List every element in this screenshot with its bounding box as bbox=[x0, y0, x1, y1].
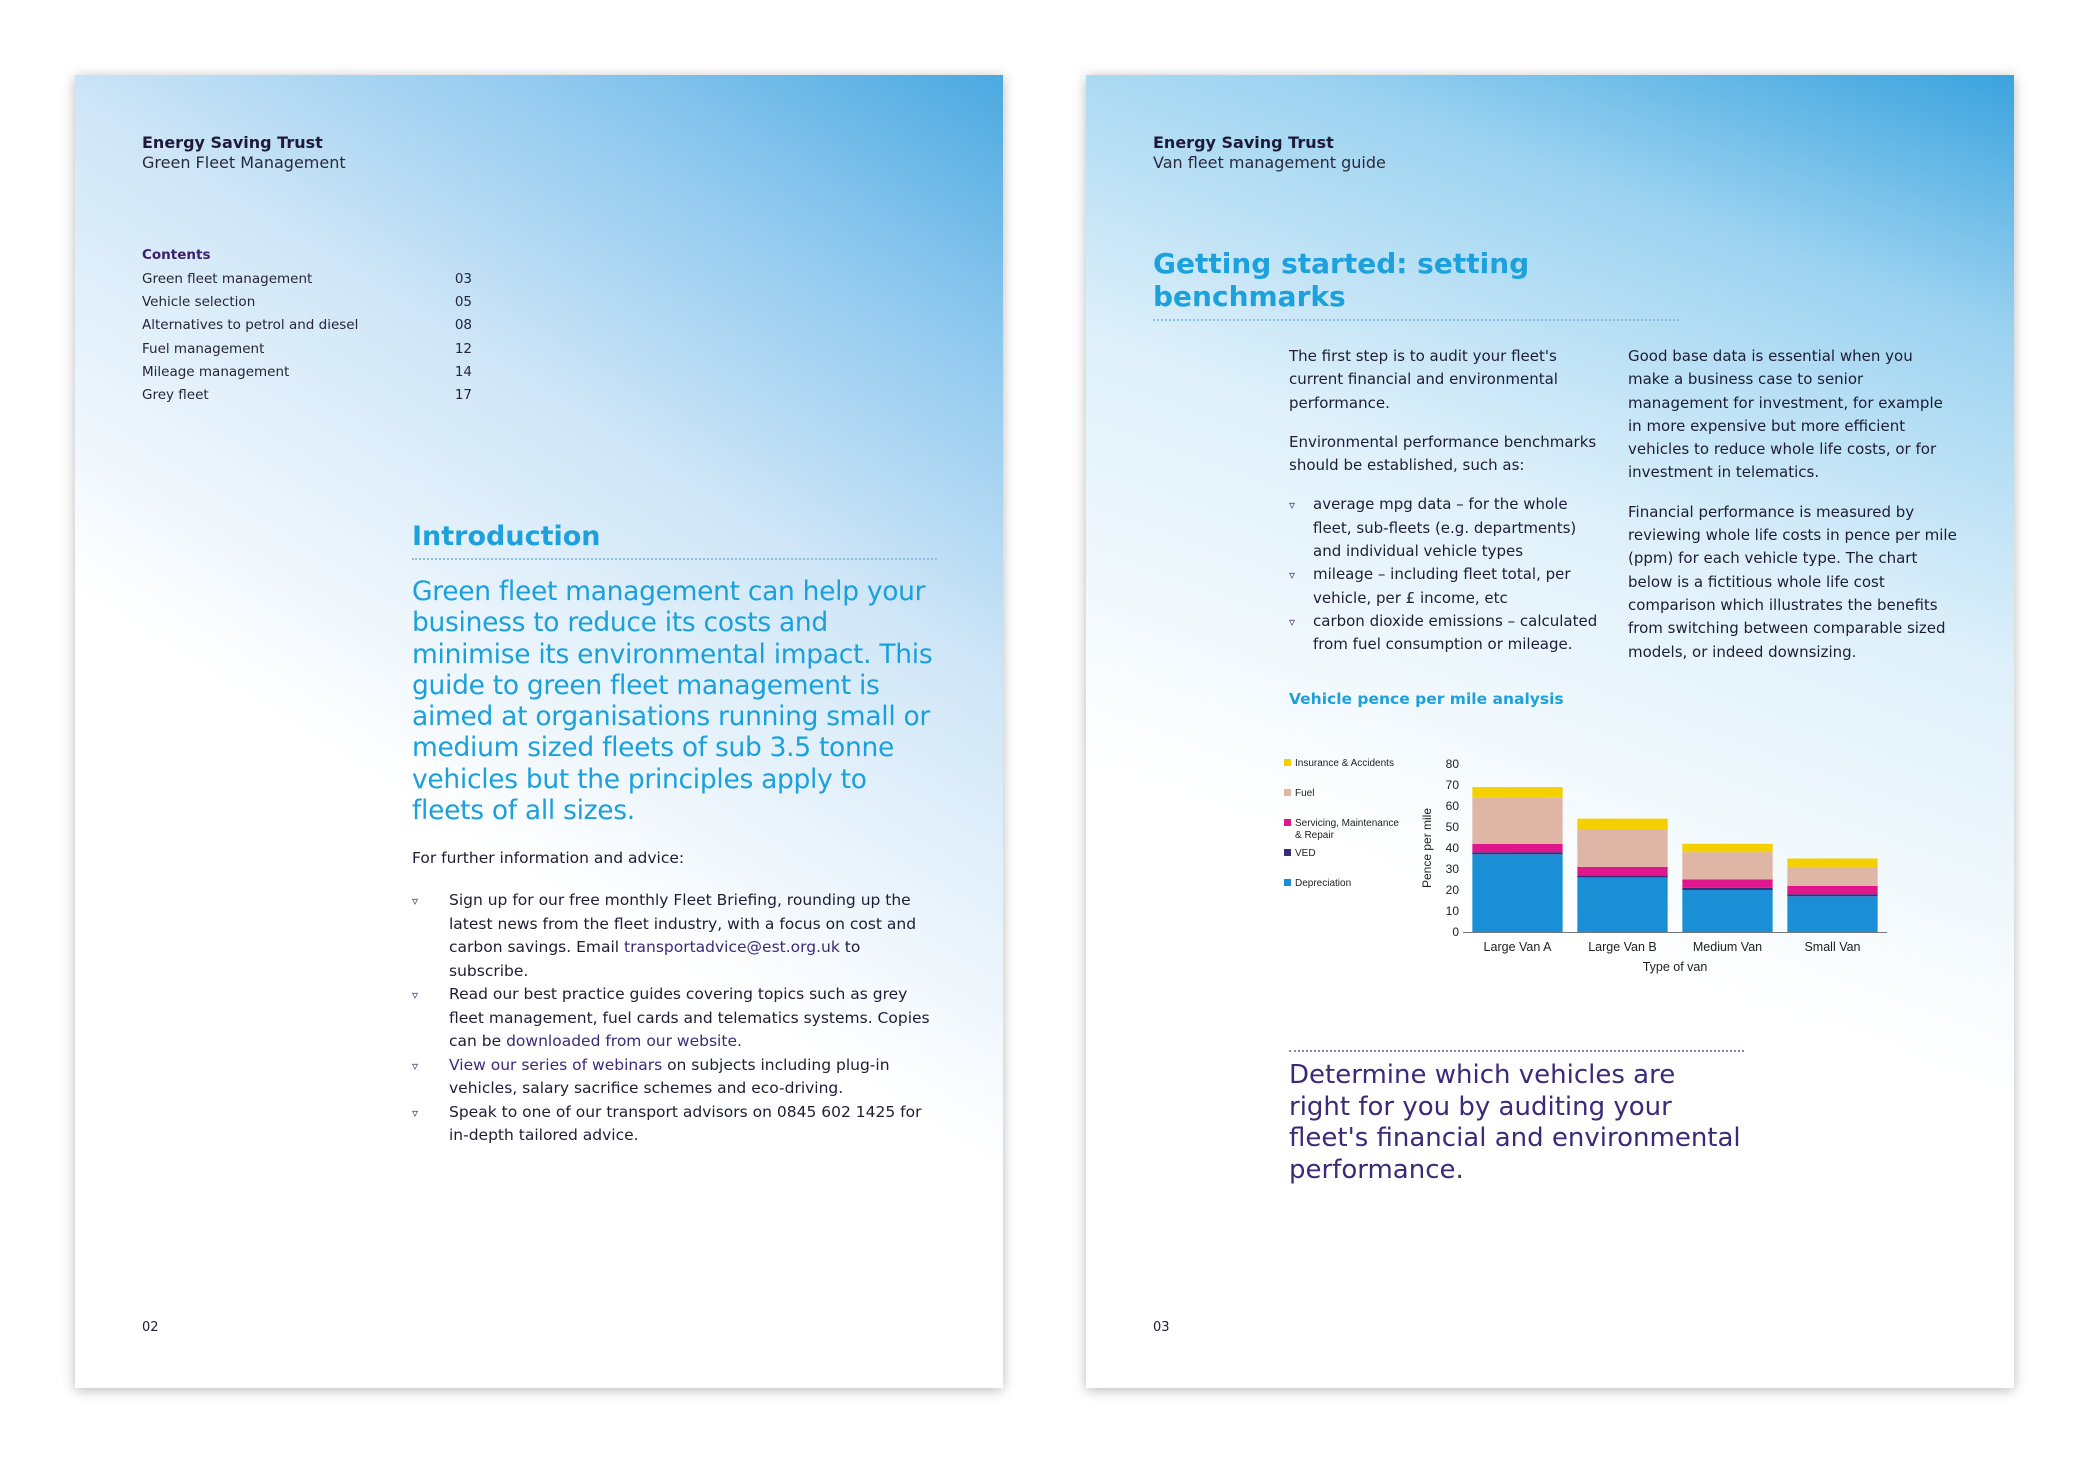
legend-swatch bbox=[1284, 789, 1291, 796]
item-text: on subjects including plug-in vehicles, salary sacrifice schemes and eco-driving. bbox=[449, 1055, 890, 1098]
legend-label: Depreciation bbox=[1295, 878, 1352, 889]
document-title: Green Fleet Management bbox=[142, 153, 346, 172]
item-text: Speak to one of our transport advisors on 0845 602 1425 for in-depth tailored advice. bbox=[449, 1102, 922, 1145]
introduction-section bbox=[412, 521, 937, 1148]
legend-label: VED bbox=[1295, 848, 1316, 859]
paragraph: Good base data is essential when you make a business case to senior management for investment, for example in more expensive but more efficient vehicles to reduce whole life costs, or for investment in telematics. bbox=[1628, 347, 1943, 482]
benchmark-list bbox=[1289, 493, 1609, 656]
bar-segment bbox=[1787, 867, 1877, 886]
paragraph: The first step is to audit your fleet's current financial and environmental performance. bbox=[1289, 347, 1558, 412]
legend-swatch bbox=[1284, 759, 1291, 766]
further-info-list bbox=[412, 889, 937, 1148]
toc-page: 17 bbox=[454, 386, 472, 403]
document-title: Van fleet management guide bbox=[1153, 153, 1386, 172]
bar-segment bbox=[1787, 886, 1877, 894]
toc-label: Vehicle selection bbox=[142, 294, 256, 311]
table-of-contents bbox=[142, 247, 472, 407]
arrow-bullet-icon: ▿ bbox=[1289, 568, 1296, 583]
arrow-bullet-icon: ▿ bbox=[412, 894, 419, 909]
bar-segment bbox=[1577, 819, 1667, 830]
item-text: to subscribe. bbox=[449, 938, 861, 980]
bar-segment bbox=[1682, 888, 1772, 890]
bar-segment bbox=[1472, 854, 1562, 932]
arrow-bullet-icon: ▿ bbox=[412, 1058, 419, 1073]
item-text: carbon dioxide emissions – calculated from fuel consumption or mileage. bbox=[1313, 611, 1598, 654]
toc-page: 03 bbox=[454, 271, 472, 287]
bar-segment bbox=[1577, 877, 1667, 932]
y-tick-label: 20 bbox=[1445, 883, 1459, 897]
list-item bbox=[1289, 493, 1609, 563]
toc-page: 08 bbox=[454, 317, 472, 334]
toc-label: Grey fleet bbox=[142, 386, 209, 403]
y-tick-label: 10 bbox=[1445, 904, 1459, 918]
y-tick-label: 60 bbox=[1445, 799, 1459, 813]
section-heading: Getting started: setting benchmarks bbox=[1153, 247, 1679, 321]
y-tick-label: 70 bbox=[1445, 778, 1459, 792]
toc-row[interactable] bbox=[142, 384, 472, 407]
toc-row[interactable] bbox=[142, 338, 472, 361]
legend-label: Servicing, Maintenance & Repair bbox=[1295, 818, 1399, 841]
org-name: Energy Saving Trust bbox=[142, 133, 323, 152]
paragraph: Financial performance is measured by reviewing whole life costs in pence per mile (ppm) for each vehicle type. The chart below is a fictitious whole life cost comparison which illustrates the benefits from switching between comparable sized models, or indeed downsizing. bbox=[1628, 502, 1957, 661]
legend-label: Insurance & Accidents bbox=[1295, 758, 1394, 769]
bar-segment bbox=[1682, 844, 1772, 852]
toc-page: 05 bbox=[454, 294, 472, 311]
toc-page: 14 bbox=[454, 363, 472, 380]
y-tick-label: 80 bbox=[1445, 757, 1459, 771]
list-item bbox=[412, 1054, 937, 1101]
list-item bbox=[1289, 563, 1609, 610]
download-link[interactable]: downloaded from our website. bbox=[506, 1032, 742, 1051]
bar-segment bbox=[1787, 894, 1877, 896]
right-page bbox=[1086, 75, 2014, 1388]
introduction-heading: Introduction bbox=[412, 521, 937, 560]
left-page bbox=[75, 75, 1003, 1388]
toc-page: 12 bbox=[454, 340, 472, 357]
bar-segment bbox=[1682, 852, 1772, 879]
bar-segment bbox=[1577, 867, 1667, 875]
x-tick-label: Small Van bbox=[1804, 940, 1861, 954]
arrow-bullet-icon: ▿ bbox=[1289, 498, 1296, 513]
toc-row[interactable] bbox=[142, 314, 472, 337]
item-text: mileage – including fleet total, per vehicle, per £ income, etc bbox=[1313, 565, 1571, 607]
x-tick-label: Large Van B bbox=[1588, 940, 1657, 954]
legend-label: Fuel bbox=[1295, 788, 1315, 799]
bar-segment bbox=[1472, 798, 1562, 844]
x-tick-label: Large Van A bbox=[1483, 940, 1552, 954]
email-link[interactable]: transportadvice@est.org.uk bbox=[624, 938, 840, 957]
toc-row[interactable] bbox=[142, 291, 472, 314]
page-header bbox=[1153, 133, 1386, 173]
list-item bbox=[412, 1101, 937, 1148]
arrow-bullet-icon: ▿ bbox=[412, 988, 419, 1003]
bar-segment bbox=[1682, 880, 1772, 888]
page-number: 02 bbox=[142, 1320, 159, 1335]
item-text: average mpg data – for the whole fleet, sub-fleets (e.g. departments) and individual vehicle types bbox=[1313, 495, 1577, 561]
contents-title: Contents bbox=[142, 247, 211, 263]
bar-segment bbox=[1472, 852, 1562, 854]
arrow-bullet-icon: ▿ bbox=[412, 1105, 419, 1120]
org-name: Energy Saving Trust bbox=[1153, 133, 1334, 152]
y-tick-label: 30 bbox=[1445, 862, 1459, 876]
bar-segment bbox=[1472, 844, 1562, 852]
y-axis-label: Pence per mile bbox=[1420, 807, 1434, 889]
pull-quote: Determine which vehicles are right for you by auditing your fleet's financial and environmental performance. bbox=[1289, 1050, 1744, 1186]
paragraph: Environmental performance benchmarks should be established, such as: bbox=[1289, 432, 1597, 475]
intro-lead-text: Green fleet management can help your business to reduce its costs and minimise its environmental impact. This guide to green fleet management is aimed at organisations running small or medium sized fleets of sub 3.5 tonne vehicles but the principles apply to fleets of all sizes. bbox=[412, 576, 933, 827]
bar-segment bbox=[1787, 859, 1877, 867]
legend-swatch bbox=[1284, 819, 1291, 826]
bar-segment bbox=[1682, 890, 1772, 932]
item-text: Read our best practice guides covering topics such as grey fleet management, fuel cards and telematics systems. Copies can be bbox=[449, 985, 930, 1051]
legend-swatch bbox=[1284, 879, 1291, 886]
further-info-label: For further information and advice: bbox=[412, 849, 685, 868]
x-axis-label: Type of van bbox=[1642, 960, 1708, 974]
webinars-link[interactable]: View our series of webinars bbox=[449, 1055, 663, 1074]
page-header bbox=[142, 133, 346, 173]
stacked-bar-chart bbox=[1282, 747, 1962, 987]
page-number: 03 bbox=[1153, 1320, 1170, 1335]
toc-label: Fuel management bbox=[142, 340, 265, 357]
bar-segment bbox=[1472, 787, 1562, 798]
bar-segment bbox=[1787, 896, 1877, 932]
text-column-right bbox=[1628, 345, 1958, 680]
toc-label: Alternatives to petrol and diesel bbox=[142, 317, 359, 334]
list-item bbox=[1289, 610, 1609, 657]
toc-label: Green fleet management bbox=[142, 271, 313, 287]
bar-segment bbox=[1577, 875, 1667, 877]
list-item bbox=[412, 983, 937, 1054]
chart-title: Vehicle pence per mile analysis bbox=[1289, 690, 1564, 708]
arrow-bullet-icon: ▿ bbox=[1289, 614, 1296, 629]
text-column-left bbox=[1289, 345, 1609, 657]
list-item bbox=[412, 889, 937, 983]
toc-row[interactable] bbox=[142, 268, 472, 291]
legend-swatch bbox=[1284, 849, 1291, 856]
y-tick-label: 40 bbox=[1445, 841, 1459, 855]
toc-label: Mileage management bbox=[142, 363, 290, 380]
y-tick-label: 50 bbox=[1445, 820, 1459, 834]
item-text: Sign up for our free monthly Fleet Briefing, rounding up the latest news from the fleet industry, with a focus on cost and carbon savings. Email bbox=[449, 891, 917, 957]
y-tick-label: 0 bbox=[1452, 925, 1459, 939]
bar-segment bbox=[1577, 829, 1667, 867]
x-tick-label: Medium Van bbox=[1692, 940, 1763, 954]
toc-row[interactable] bbox=[142, 361, 472, 384]
